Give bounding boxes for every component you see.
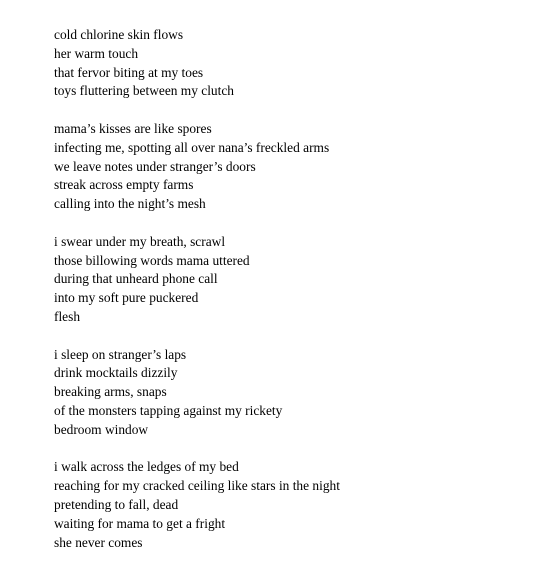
poem-line: drink mocktails dizzily bbox=[54, 365, 178, 381]
poem-line: infecting me, spotting all over nana’s freckled arms bbox=[54, 139, 330, 155]
poem-line: those billowing words mama uttered bbox=[54, 252, 250, 268]
poem-line: bedroom window bbox=[54, 421, 149, 437]
stanza-5 bbox=[54, 458, 524, 552]
poem-line: of the monsters tapping against my rickety bbox=[54, 402, 283, 418]
poem-line: flesh bbox=[54, 308, 81, 324]
poem-line: pretending to fall, dead bbox=[54, 496, 179, 512]
poem-line: cold chlorine skin flows bbox=[54, 27, 184, 42]
poem-line: toys fluttering between my clutch bbox=[54, 83, 234, 99]
poem-line: waiting for mama to get a fright bbox=[54, 515, 226, 531]
poem-line: we leave notes under stranger’s doors bbox=[54, 158, 256, 174]
poem-body bbox=[54, 26, 524, 552]
poem-line: breaking arms, snaps bbox=[54, 384, 167, 400]
poem-line: into my soft pure puckered bbox=[54, 290, 199, 306]
poem-line: during that unheard phone call bbox=[54, 271, 218, 287]
poem-line: that fervor biting at my toes bbox=[54, 64, 204, 80]
poem-line: she never comes bbox=[54, 534, 143, 550]
poem-line: mama’s kisses are like spores bbox=[54, 120, 212, 136]
poem-line: streak across empty farms bbox=[54, 177, 194, 193]
poem-line: i walk across the ledges of my bed bbox=[54, 459, 239, 475]
stanza-4 bbox=[54, 346, 524, 440]
poem-line: i sleep on stranger’s laps bbox=[54, 346, 187, 362]
poem-line: reaching for my cracked ceiling like stars in the night bbox=[54, 478, 340, 494]
stanza-1 bbox=[54, 26, 524, 101]
stanza-3 bbox=[54, 233, 524, 327]
poem-line: her warm touch bbox=[54, 45, 139, 61]
poem-line: calling into the night’s mesh bbox=[54, 196, 206, 212]
stanza-2 bbox=[54, 120, 524, 214]
poem-line: i swear under my breath, scrawl bbox=[54, 233, 226, 249]
